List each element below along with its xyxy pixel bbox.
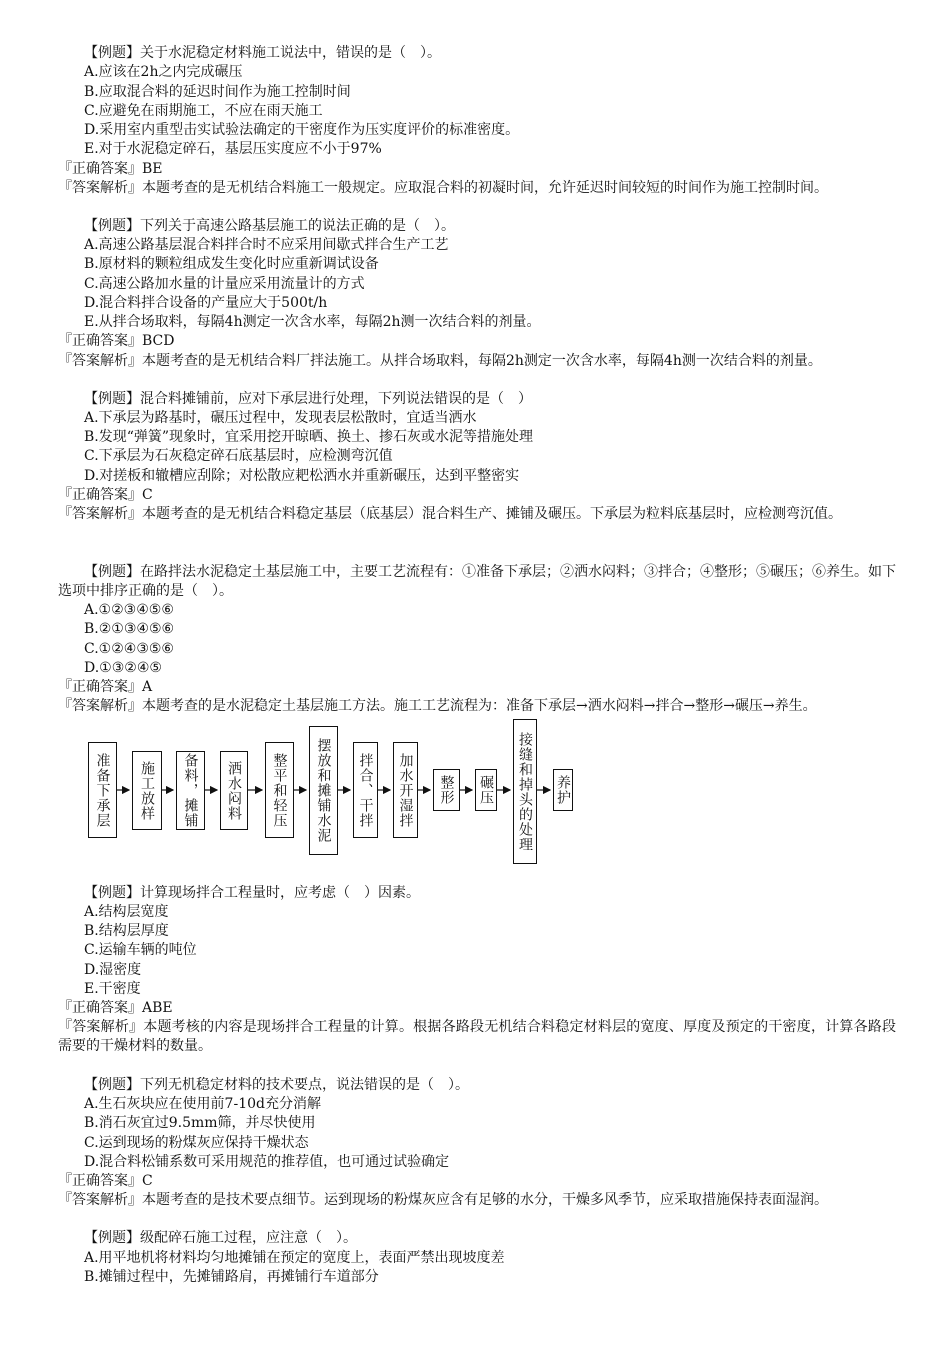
question-7-option-a: A.用平地机将材料均匀地摊铺在预定的宽度上，表面严禁出现坡度差 <box>84 1250 505 1266</box>
question-1-option-a: A.应该在2h之内完成碾压 <box>84 64 243 80</box>
question-3-option-d: D.对搓板和辙槽应刮除；对松散应耙松洒水并重新碾压，达到平整密实 <box>84 468 520 484</box>
question-4-option-d: D.①③②④⑤ <box>84 660 162 676</box>
question-1-option-d: D.采用室内重型击实试验法确定的干密度作为压实度评价的标准密度。 <box>84 122 520 138</box>
question-3-option-b: B.发现“弹簧”现象时，宜采用挖开晾晒、换土、掺石灰或水泥等措施处理 <box>84 429 534 445</box>
flow-step-7: 拌合、干拌 <box>353 742 378 838</box>
question-2-answer: 『正确答案』BCD <box>58 333 175 349</box>
question-6-option-a: A.生石灰块应在使用前7-10d充分消解 <box>84 1096 321 1112</box>
question-1-option-b: B.应取混合料的延迟时间作为施工控制时间 <box>84 84 351 100</box>
question-2-option-e: E.从拌合场取料，每隔4h测定一次含水率，每隔2h测一次结合料的剂量。 <box>84 314 541 330</box>
question-1-option-c: C.应避免在雨期施工，不应在雨天施工 <box>84 103 323 119</box>
question-4-option-c: C.①②④③⑤⑥ <box>84 641 174 657</box>
question-5-analysis: 『答案解析』本题考核的内容是现场拌合工程量的计算。根据各路段无机结合料稳定材料层的宽度、厚度及预定的干密度，计算各路段需要的干燥材料的数量。 <box>58 1019 896 1054</box>
question-4-answer: 『正确答案』A <box>58 679 153 695</box>
question-3-stem: 【例题】混合料摊铺前，应对下承层进行处理，下列说法错误的是（ ） <box>84 391 532 407</box>
flow-step-11: 接缝和掉头的处理 <box>513 719 537 864</box>
question-4-option-b: B.②①③④⑤⑥ <box>84 621 175 637</box>
flow-step-5: 整平和轻压 <box>265 742 294 838</box>
question-1-stem: 【例题】关于水泥稳定材料施工说法中，错误的是（ ）。 <box>84 45 441 61</box>
question-5-option-d: D.湿密度 <box>84 962 142 978</box>
question-5-option-b: B.结构层厚度 <box>84 923 169 939</box>
question-2-analysis: 『答案解析』本题考查的是无机结合料厂拌法施工。从拌合场取料，每隔2h测定一次含水率，每隔4h测一次结合料的剂量。 <box>58 353 822 369</box>
question-2-option-a: A.高速公路基层混合料拌合时不应采用间歇式拌合生产工艺 <box>84 237 449 253</box>
question-5-stem: 【例题】计算现场拌合工程量时，应考虑（ ）因素。 <box>84 885 420 901</box>
question-4-analysis: 『答案解析』本题考查的是水泥稳定土基层施工方法。施工工艺流程为：准备下承层→洒水闷料→拌合→整形→碾压→养生。 <box>58 698 817 714</box>
question-6-option-d: D.混合料松铺系数可采用规范的推荐值，也可通过试验确定 <box>84 1154 450 1170</box>
question-6-answer: 『正确答案』C <box>58 1173 153 1189</box>
question-1-option-e: E.对于水泥稳定碎石，基层压实度应不小于97% <box>84 141 382 157</box>
flow-step-1: 准备下承层 <box>88 742 117 838</box>
flow-step-9: 整形 <box>433 769 460 811</box>
question-1-answer: 『正确答案』BE <box>58 161 163 177</box>
question-5-answer: 『正确答案』ABE <box>58 1000 173 1016</box>
flow-step-10: 碾压 <box>475 769 497 811</box>
question-2-option-c: C.高速公路加水量的计量应采用流量计的方式 <box>84 276 365 292</box>
question-5-option-e: E.干密度 <box>84 981 141 997</box>
question-5-option-a: A.结构层宽度 <box>84 904 169 920</box>
question-3-analysis: 『答案解析』本题考查的是无机结合料稳定基层（底基层）混合料生产、摊铺及碾压。下承层为粒料底基层时，应检测弯沉值。 <box>58 506 842 522</box>
question-6-analysis: 『答案解析』本题考查的是技术要点细节。运到现场的粉煤灰应含有足够的水分，干燥多风季节，应采取措施保持表面湿润。 <box>58 1192 828 1208</box>
question-2-stem: 【例题】下列关于高速公路基层施工的说法正确的是（ ）。 <box>84 218 455 234</box>
flow-step-2: 施工放样 <box>132 751 162 830</box>
question-3-answer: 『正确答案』C <box>58 487 153 503</box>
process-flowchart <box>84 722 584 867</box>
question-6-option-b: B.消石灰宜过9.5mm筛，并尽快使用 <box>84 1115 316 1131</box>
flow-step-3: 备料，摊铺 <box>176 751 205 830</box>
question-7-stem: 【例题】级配碎石施工过程，应注意（ ）。 <box>84 1230 357 1246</box>
question-2-option-b: B.原材料的颗粒组成发生变化时应重新调试设备 <box>84 256 379 272</box>
question-5-option-c: C.运输车辆的吨位 <box>84 942 197 958</box>
question-4-option-a: A.①②③④⑤⑥ <box>84 602 174 618</box>
question-2-option-d: D.混合料拌合设备的产量应大于500t/h <box>84 295 328 311</box>
flow-step-8: 加水开湿拌 <box>393 742 418 838</box>
flow-step-12: 养护 <box>553 769 573 811</box>
question-3-option-a: A.下承层为路基时，碾压过程中，发现表层松散时，宜适当洒水 <box>84 410 477 426</box>
question-1-analysis: 『答案解析』本题考查的是无机结合料施工一般规定。应取混合料的初凝时间，允许延迟时间较短的时间作为施工控制时间。 <box>58 180 828 196</box>
flow-step-6: 摆放和摊铺水泥 <box>309 726 338 855</box>
question-7-option-b: B.摊铺过程中，先摊铺路肩，再摊铺行车道部分 <box>84 1269 379 1285</box>
question-3-option-c: C.下承层为石灰稳定碎石底基层时，应检测弯沉值 <box>84 448 393 464</box>
question-6-stem: 【例题】下列无机稳定材料的技术要点，说法错误的是（ ）。 <box>84 1077 469 1093</box>
flow-step-4: 洒水闷料 <box>220 751 248 830</box>
question-4-stem: 【例题】在路拌法水泥稳定土基层施工中，主要工艺流程有：①准备下承层；②洒水闷料；③拌合；④整形；⑤碾压；⑥养生。如下选项中排序正确的是（ ）。 <box>58 564 896 599</box>
question-6-option-c: C.运到现场的粉煤灰应保持干燥状态 <box>84 1135 309 1151</box>
